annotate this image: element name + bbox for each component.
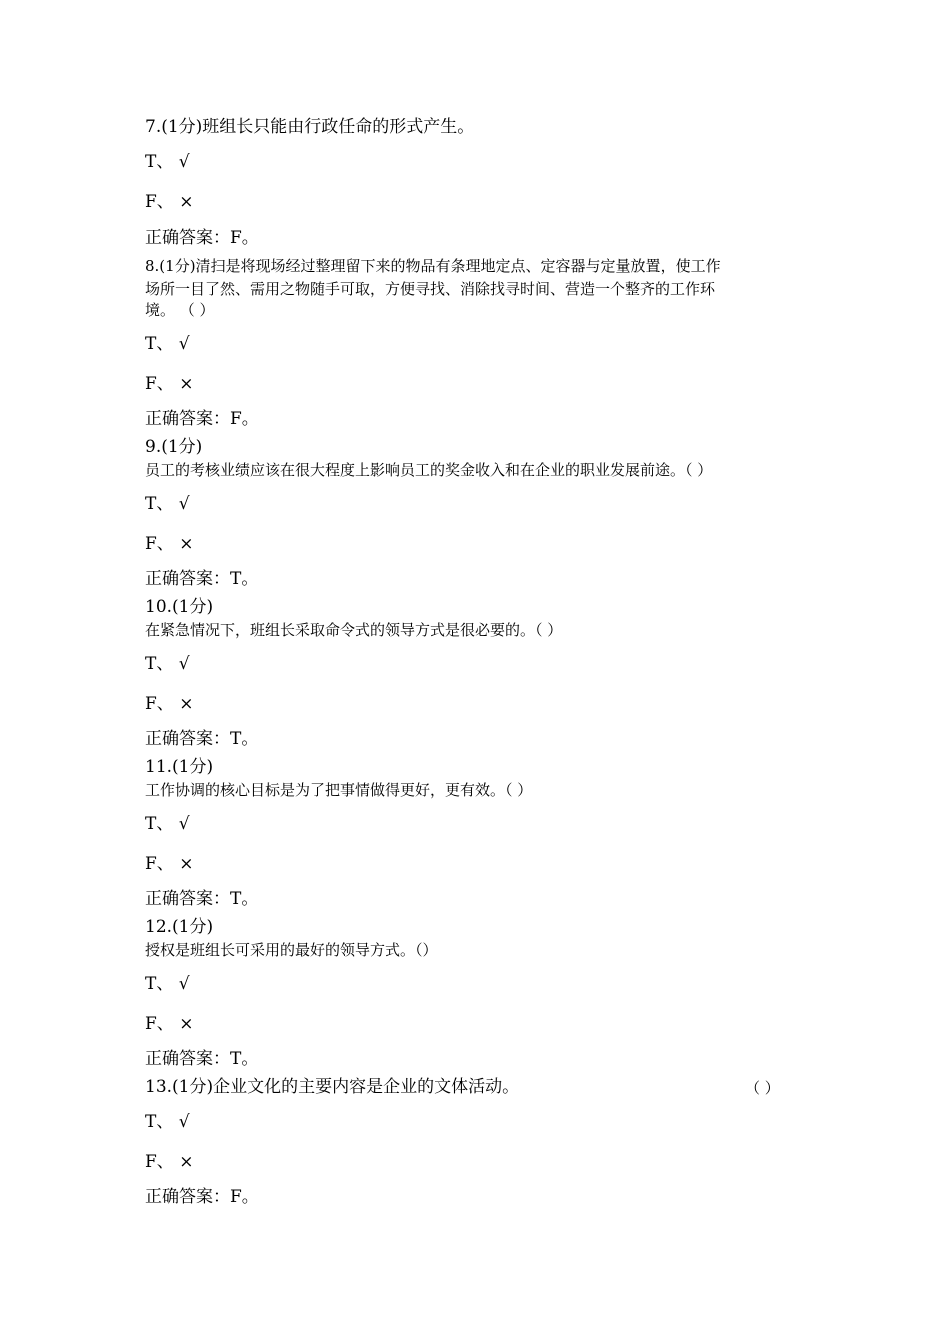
question-9-header: 9.(1分) <box>145 437 203 457</box>
question-12-option-false: F、 × <box>145 1014 194 1034</box>
question-7-header: 7.(1分)班组长只能由行政任命的形式产生。 <box>145 117 475 137</box>
question-11-answer: 正确答案：T。 <box>145 889 259 909</box>
question-9-option-false: F、 × <box>145 534 194 554</box>
question-11-option-true: T、 √ <box>145 814 190 834</box>
question-8-body-line-1: 场所一目了然、需用之物随手可取，方便寻找、消除找寻时间、营造一个整齐的工作环 <box>145 280 716 298</box>
question-8-option-true: T、 √ <box>145 334 190 354</box>
question-12-answer: 正确答案：T。 <box>145 1049 259 1069</box>
question-13-parentheses: （ ） <box>745 1079 780 1097</box>
question-7-answer: 正确答案：F。 <box>145 228 259 248</box>
question-9-body: 员工的考核业绩应该在很大程度上影响员工的奖金收入和在企业的职业发展前途。（ ） <box>145 461 713 479</box>
question-13-option-false: F、 × <box>145 1152 194 1172</box>
question-8-option-false: F、 × <box>145 374 194 394</box>
question-12-header: 12.(1分) <box>145 917 214 937</box>
question-11-body: 工作协调的核心目标是为了把事情做得更好，更有效。（ ） <box>145 781 533 799</box>
question-13-header: 13.(1分)企业文化的主要内容是企业的文体活动。 <box>145 1077 520 1097</box>
question-10-header: 10.(1分) <box>145 597 214 617</box>
question-12-option-true: T、 √ <box>145 974 190 994</box>
question-13-option-true: T、 √ <box>145 1112 190 1132</box>
question-11-header: 11.(1分) <box>145 757 214 777</box>
question-12-body: 授权是班组长可采用的最好的领导方式。（） <box>145 941 438 959</box>
question-10-answer: 正确答案：T。 <box>145 729 259 749</box>
question-8-body-line-2: 境。 （ ） <box>145 301 215 319</box>
question-9-answer: 正确答案：T。 <box>145 569 259 589</box>
question-10-body: 在紧急情况下，班组长采取命令式的领导方式是很必要的。（ ） <box>145 621 563 639</box>
question-13-answer: 正确答案：F。 <box>145 1187 259 1207</box>
question-10-option-false: F、 × <box>145 694 194 714</box>
question-7-option-false: F、 × <box>145 192 194 212</box>
question-8-header: 8.(1分)清扫是将现场经过整理留下来的物品有条理地定点、定容器与定量放置，使工作 <box>145 257 721 275</box>
question-9-option-true: T、 √ <box>145 494 190 514</box>
question-8-answer: 正确答案：F。 <box>145 409 259 429</box>
question-11-option-false: F、 × <box>145 854 194 874</box>
question-7-option-true: T、 √ <box>145 152 190 172</box>
question-10-option-true: T、 √ <box>145 654 190 674</box>
